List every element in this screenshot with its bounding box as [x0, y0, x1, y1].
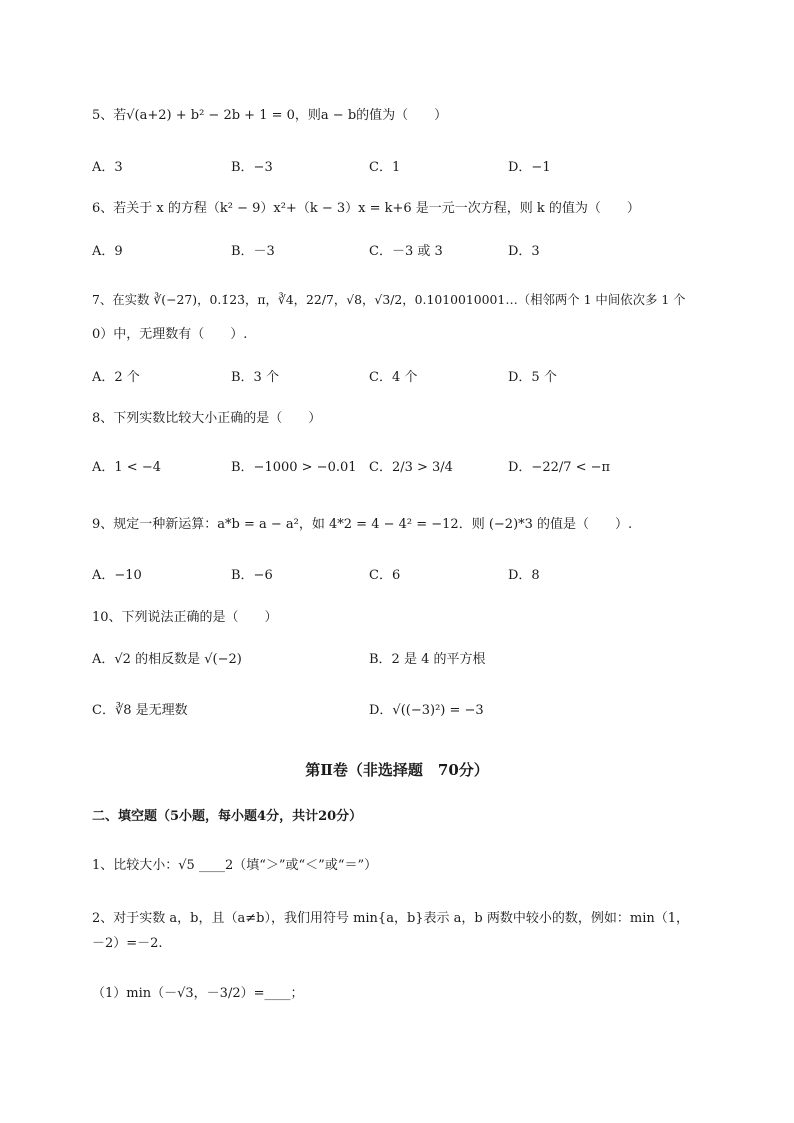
q5-option-a[interactable]: A．3	[92, 160, 123, 175]
fill-question-2-line1: 2、对于实数 a，b，且（a≠b），我们用符号 min{a，b}表示 a，b 两数中较小的数，例如：min（1，	[92, 911, 690, 926]
fill-question-2-line2: －2）=－2.	[92, 936, 163, 951]
q9-option-a[interactable]: A．−10	[92, 568, 142, 583]
q6-option-a[interactable]: A．9	[92, 244, 123, 259]
q8-option-a[interactable]: A．1 < −4	[92, 460, 161, 475]
section-2-heading: 二、填空题（5小题，每小题4分，共计20分）	[92, 809, 363, 824]
q10-option-b[interactable]: B．2 是 4 的平方根	[369, 652, 486, 667]
question-9-stem: 9、规定一种新运算：a*b = a − a²，如 4*2 = 4 − 4² = −12．则 (−2)*3 的值是（ ）.	[92, 517, 633, 532]
q8-option-b[interactable]: B．−1000 > −0.01	[231, 460, 357, 475]
q5-option-d[interactable]: D．−1	[508, 160, 551, 175]
part-2-title: 第Ⅱ卷（非选择题 70分）	[305, 761, 489, 779]
q6-option-b[interactable]: B．－3	[231, 244, 275, 259]
q10-option-a[interactable]: A．√2 的相反数是 √(−2)	[92, 652, 242, 667]
q10-option-d[interactable]: D．√((−3)²) = −3	[369, 703, 484, 718]
q9-option-b[interactable]: B．−6	[231, 568, 273, 583]
q7-option-b[interactable]: B．3 个	[231, 370, 279, 385]
question-6-stem: 6、若关于 x 的方程（k² − 9）x²+（k − 3）x = k+6 是一元一次方程，则 k 的值为（ ）	[92, 201, 640, 216]
question-10-stem: 10、下列说法正确的是（ ）	[92, 610, 278, 625]
question-7-stem-line1: 7、在实数 ∛(−27)，0.1̇23̇，π，∛4，22/7，√8，√3/2，0.1010010001…（相邻两个 1 中间依次多 1 个	[92, 292, 686, 307]
question-7-stem-line2: 0）中，无理数有（ ）.	[92, 327, 248, 342]
q7-option-a[interactable]: A．2 个	[92, 370, 140, 385]
q6-option-d[interactable]: D．3	[508, 244, 540, 259]
question-5-stem: 5、若√(a+2) + b² − 2b + 1 = 0，则a − b的值为（ ）	[92, 108, 448, 123]
question-8-stem: 8、下列实数比较大小正确的是（ ）	[92, 411, 322, 426]
fill-question-2-part1: （1）min（－√3，－3/2）=____；	[92, 986, 304, 1001]
q9-option-c[interactable]: C．6	[369, 568, 401, 583]
q8-option-d[interactable]: D．−22/7 < −π	[508, 460, 611, 475]
q7-option-d[interactable]: D．5 个	[508, 370, 557, 385]
q5-option-c[interactable]: C．1	[369, 160, 401, 175]
fill-question-1: 1、比较大小：√5 ____2（填“＞”或“＜”或“＝”）	[92, 858, 378, 873]
q9-option-d[interactable]: D．8	[508, 568, 540, 583]
q10-option-c[interactable]: C．∛8 是无理数	[92, 703, 188, 718]
q6-option-c[interactable]: C．－3 或 3	[369, 244, 443, 259]
q7-option-c[interactable]: C．4 个	[369, 370, 418, 385]
q8-option-c[interactable]: C．2/3 > 3/4	[369, 460, 453, 475]
q5-option-b[interactable]: B．−3	[231, 160, 273, 175]
